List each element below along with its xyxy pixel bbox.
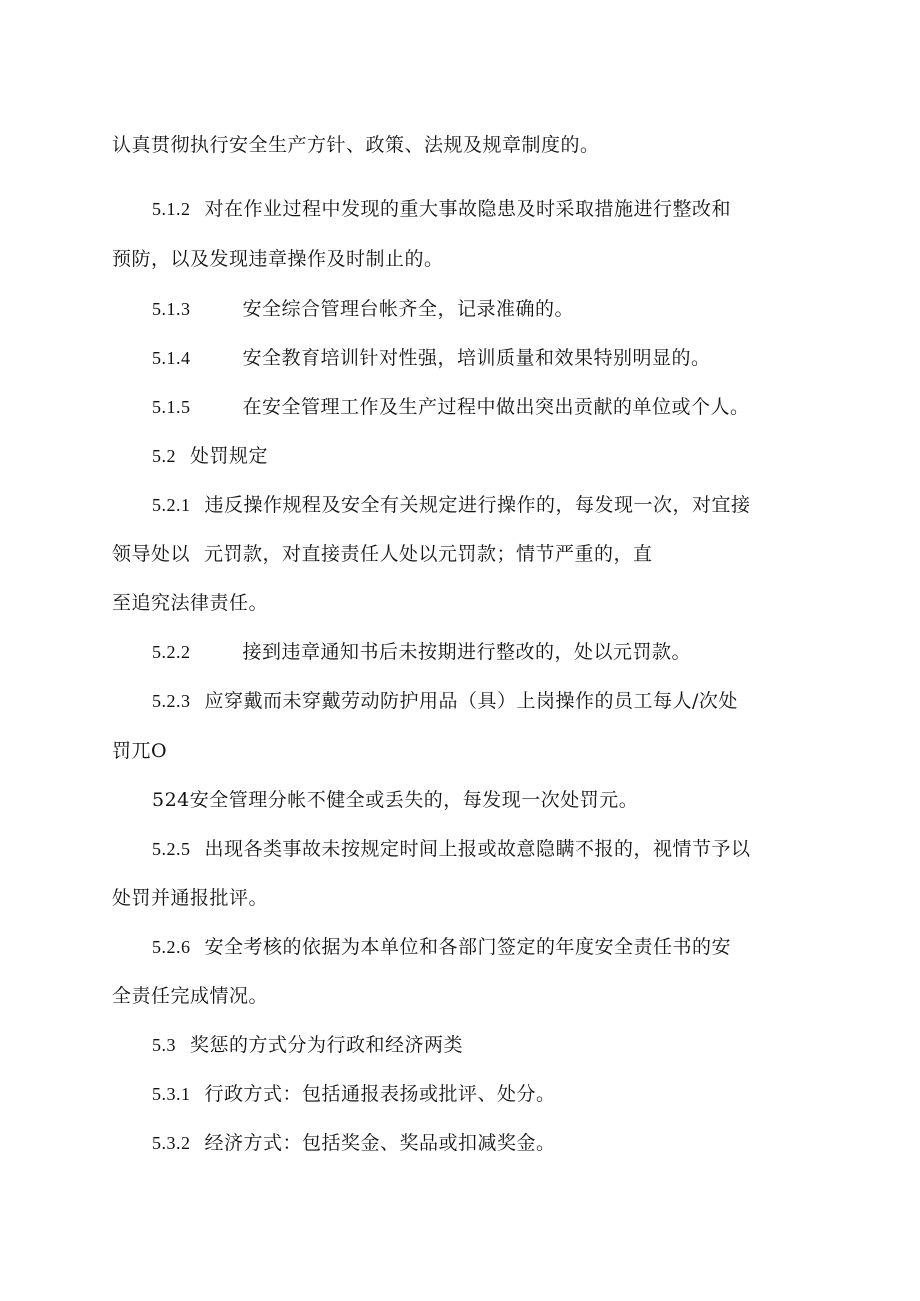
body-text: 认真贯彻执行安全生产方针、政策、法规及规章制度的。 <box>112 134 600 156</box>
body-text: 领导处以 <box>112 543 191 565</box>
clause-number: 5.1.4 <box>152 348 191 368</box>
body-text: 行政方式：包括通报表扬或批评、处分。 <box>204 1083 556 1105</box>
body-text: 处罚并通报批评。 <box>112 887 269 909</box>
clause-number: 5.1.2 <box>152 199 191 219</box>
paragraph-line <box>112 246 444 272</box>
clause-number: 5.2.6 <box>152 937 191 957</box>
paragraph-5-3-1 <box>152 1081 556 1107</box>
clause-number: 5.3 <box>152 1035 176 1055</box>
clause-number: 5.2.3 <box>152 691 191 711</box>
paragraph-5-2-4 <box>152 787 638 813</box>
clause-number: 5.2.5 <box>152 839 191 859</box>
clause-number: 5.2.2 <box>152 642 191 662</box>
paragraph-5-2-1 <box>152 492 751 518</box>
body-text: 经济方式：包括奖金、奖品或扣减奖金。 <box>204 1132 556 1154</box>
body-text: 罚兀O <box>112 740 168 762</box>
paragraph-line <box>112 132 600 158</box>
body-text: 524安全管理分帐不健全或丢失的，每发现一次处罚元。 <box>152 789 639 811</box>
paragraph-5-1-2 <box>152 196 731 222</box>
paragraph-5-2-5 <box>152 836 751 862</box>
paragraph-5-1-5 <box>152 394 750 420</box>
clause-number: 5.2.1 <box>152 495 191 515</box>
paragraph-line <box>112 541 653 567</box>
body-text: 接到违章通知书后未按期进行整改的，处以元罚款。 <box>242 641 692 663</box>
body-text: 对在作业过程中发现的重大事故隐患及时采取措施进行整改和 <box>204 198 732 220</box>
paragraph-5-1-4 <box>152 345 711 371</box>
paragraph-5-1-3 <box>152 296 574 322</box>
body-text: 在安全管理工作及生产过程中做出突出贡献的单位或个人。 <box>242 396 750 418</box>
clause-number: 5.1.5 <box>152 397 191 417</box>
body-text: 安全综合管理台帐齐全，记录准确的。 <box>242 298 575 320</box>
paragraph-5-2-3 <box>152 688 738 714</box>
body-text: 安全教育培训针对性强，培训质量和效果特别明显的。 <box>242 347 711 369</box>
paragraph-line <box>112 885 268 911</box>
clause-number: 5.1.3 <box>152 299 191 319</box>
paragraph-line <box>112 590 268 616</box>
body-text: 违反操作规程及安全有关规定进行操作的，每发现一次，对宜接 <box>204 494 751 516</box>
paragraph-line <box>112 983 268 1009</box>
clause-number: 5.3.2 <box>152 1133 191 1153</box>
body-text: 元罚款，对直接责任人处以元罚款；情节严重的，直 <box>204 543 653 565</box>
body-text: 至追究法律责任。 <box>112 592 269 614</box>
body-text: 安全考核的依据为本单位和各部门签定的年度安全责任书的安 <box>204 936 732 958</box>
body-text: 出现各类事故未按规定时间上报或故意隐瞒不报的，视情节予以 <box>204 838 751 860</box>
body-text: 处罚规定 <box>190 445 269 467</box>
section-5-3-heading <box>152 1032 463 1058</box>
paragraph-5-2-6 <box>152 934 731 960</box>
body-text: 预防，以及发现违章操作及时制止的。 <box>112 248 444 270</box>
clause-number: 5.2 <box>152 446 176 466</box>
body-text: 全责任完成情况。 <box>112 985 269 1007</box>
paragraph-5-3-2 <box>152 1130 556 1156</box>
body-text: 奖惩的方式分为行政和经济两类 <box>190 1034 464 1056</box>
clause-number: 5.3.1 <box>152 1084 191 1104</box>
paragraph-line <box>112 738 167 764</box>
paragraph-5-2-2 <box>152 639 691 665</box>
section-5-2-heading <box>152 443 268 469</box>
body-text: 应穿戴而未穿戴劳动防护用品（具）上岗操作的员工每人/次处 <box>204 690 738 712</box>
